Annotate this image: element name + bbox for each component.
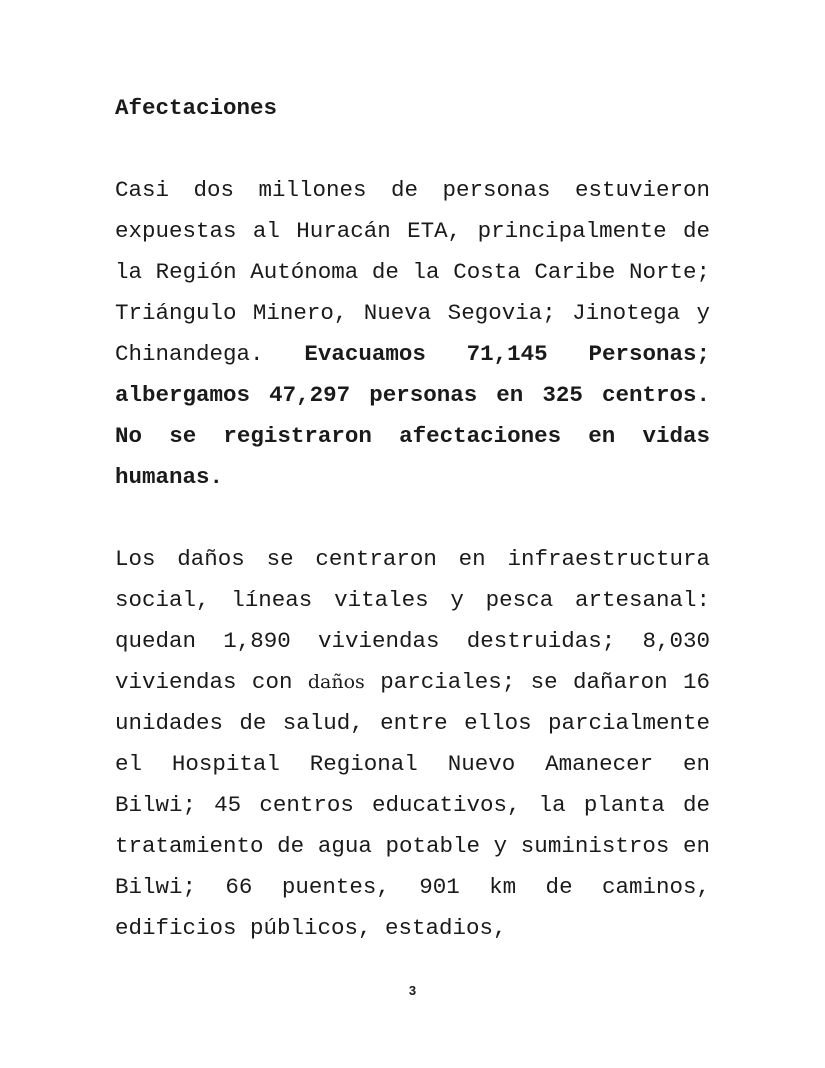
paragraph-damages xyxy=(115,539,710,949)
paragraph-exposure xyxy=(115,170,710,498)
spacer xyxy=(115,498,710,539)
paragraph-damages-text-end: parciales; se dañaron 16 unidades de salud, entre ellos parcialmente el Hospital Regional Nuevo Amanecer en Bilwi; 45 centros educativos, la planta de tratamiento de agua potable y suministros en Bilwi; 66 puentes, 901 km de caminos, edificios públicos, estadios, xyxy=(115,669,710,941)
paragraph-exposure-text: Casi dos millones de personas estuvieron expuestas al Huracán ETA, principalmente de la Región Autónoma de la Costa Caribe Norte; Triángulo Minero, Nueva Segovia; Jinotega y Chinandega. xyxy=(115,177,710,367)
document-body xyxy=(115,88,710,949)
paragraph-damages-text-start: Los daños se centraron en infraestructura social, líneas vitales y pesca artesanal: quedan 1,890 viviendas destruidas; 8,030 viviendas con xyxy=(115,546,710,695)
section-heading: Afectaciones xyxy=(115,95,278,121)
page-number: 3 xyxy=(408,983,417,998)
paragraph-exposure-bold-text: Evacuamos 71,145 Personas; albergamos 47,297 personas en 325 centros. No se registraron afectaciones en vidas humanas. xyxy=(115,341,711,490)
spacer xyxy=(115,129,710,170)
paragraph-damages-small-word: daños xyxy=(307,671,365,693)
